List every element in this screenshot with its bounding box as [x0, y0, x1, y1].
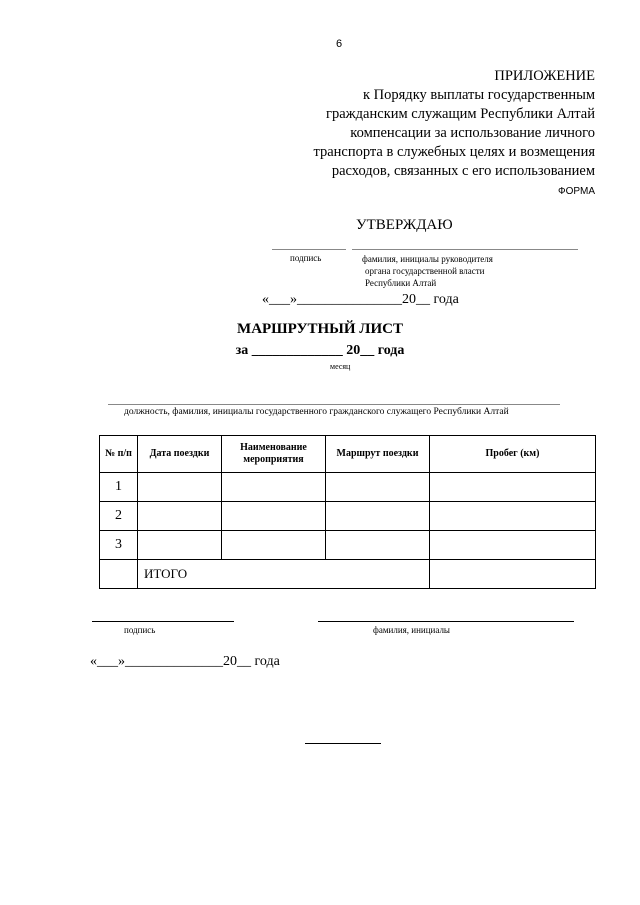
approval-date: «___»_______________20__ года [262, 292, 459, 307]
header-date: Дата поездки [138, 436, 222, 473]
header-event: Наименование мероприятия [222, 436, 326, 473]
head-caption-line: Республики Алтай [365, 278, 437, 288]
footer-name-line [318, 621, 574, 622]
footer-signature-line [92, 621, 234, 622]
row-number: 3 [100, 531, 138, 560]
closing-separator [305, 743, 381, 744]
employee-line [108, 404, 560, 405]
header-mileage: Пробег (км) [430, 436, 596, 473]
employee-caption: должность, фамилия, инициалы государственного гражданского служащего Республики Алтай [124, 407, 509, 417]
form-label: ФОРМА [558, 186, 595, 197]
head-caption [362, 253, 493, 289]
date-cell[interactable] [138, 473, 222, 502]
header-number: № п/п [100, 436, 138, 473]
mileage-cell[interactable] [430, 531, 596, 560]
event-cell[interactable] [222, 473, 326, 502]
table-row [100, 531, 596, 560]
row-number: 2 [100, 502, 138, 531]
total-row [100, 560, 596, 589]
total-label: ИТОГО [138, 560, 430, 589]
total-mileage-cell[interactable] [430, 560, 596, 589]
appendix-line: компенсации за использование личного [350, 125, 595, 141]
month-caption: месяц [330, 362, 351, 371]
head-name-line [352, 249, 578, 250]
route-cell[interactable] [326, 531, 430, 560]
table-row [100, 473, 596, 502]
row-number: 1 [100, 473, 138, 502]
appendix-block [235, 67, 595, 181]
approval-title: УТВЕРЖДАЮ [356, 217, 453, 233]
footer-name-caption: фамилия, инициалы [373, 625, 450, 635]
page-number: 6 [336, 38, 343, 50]
header-route: Маршрут поездки [326, 436, 430, 473]
route-table [99, 435, 596, 589]
appendix-line: транспорта в служебных целях и возмещения [313, 144, 595, 160]
appendix-line: гражданским служащим Республики Алтай [326, 106, 595, 122]
mileage-cell[interactable] [430, 502, 596, 531]
mileage-cell[interactable] [430, 473, 596, 502]
footer-signature-caption: подпись [124, 625, 156, 635]
total-spacer [100, 560, 138, 589]
appendix-line: расходов, связанных с его использованием [331, 163, 595, 179]
head-caption-line: органа государственной власти [365, 266, 485, 276]
table-row [100, 502, 596, 531]
route-cell[interactable] [326, 473, 430, 502]
head-caption-line: фамилия, инициалы руководителя [362, 254, 493, 264]
event-cell[interactable] [222, 531, 326, 560]
signature-caption: подпись [290, 253, 322, 263]
date-cell[interactable] [138, 531, 222, 560]
signature-line [272, 249, 346, 250]
date-cell[interactable] [138, 502, 222, 531]
appendix-line: к Порядку выплаты государственным [363, 87, 595, 103]
event-cell[interactable] [222, 502, 326, 531]
document-title: МАРШРУТНЫЙ ЛИСТ [237, 321, 403, 337]
footer-date: «___»______________20__ года [90, 654, 280, 669]
table-header-row [100, 436, 596, 473]
route-cell[interactable] [326, 502, 430, 531]
period-line: за _____________ 20__ года [235, 343, 405, 358]
appendix-title: ПРИЛОЖЕНИЕ [494, 68, 595, 84]
